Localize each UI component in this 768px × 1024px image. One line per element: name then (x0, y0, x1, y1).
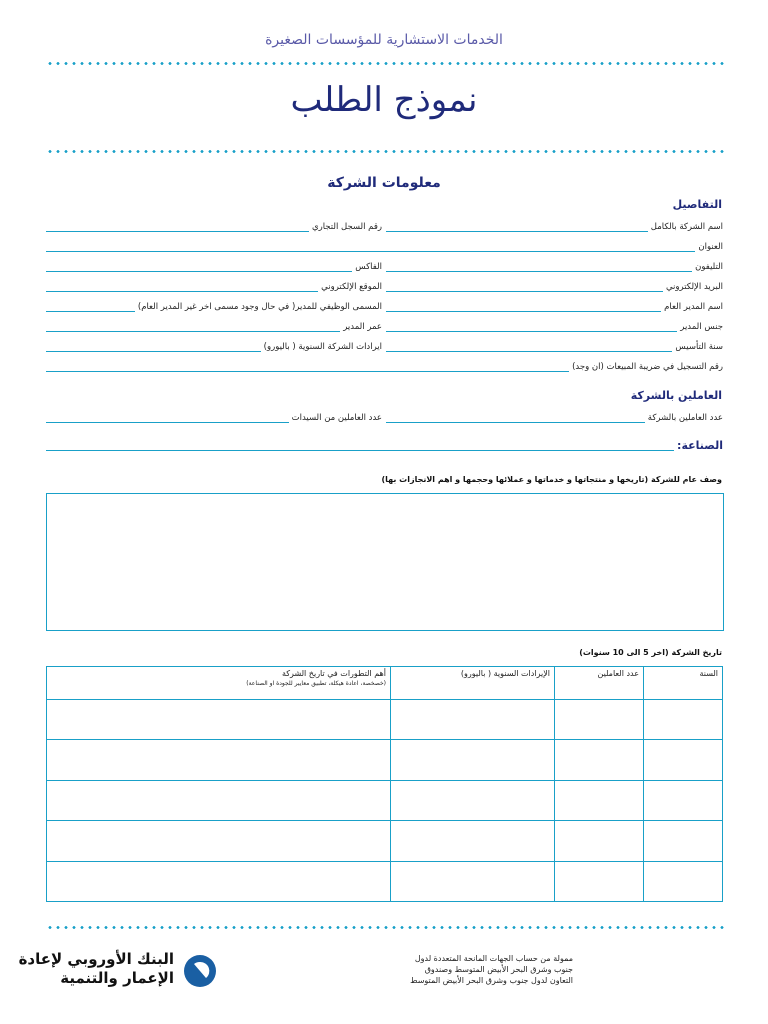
funding-line: جنوب وشرق البحر الأبيض المتوسط وصندوق (424, 965, 573, 974)
commercial-register-field[interactable] (46, 218, 382, 232)
bank-name (19, 950, 174, 988)
cell[interactable] (555, 700, 644, 740)
cell[interactable] (391, 740, 555, 780)
gm-title-field[interactable] (46, 298, 382, 312)
cell[interactable] (555, 740, 644, 780)
employees-total-field[interactable] (386, 409, 723, 423)
dotted-divider (46, 926, 724, 929)
table-header-row (47, 667, 723, 700)
field-label: الفاكس (355, 262, 382, 272)
cell[interactable] (555, 821, 644, 861)
employees-women-field[interactable] (46, 409, 382, 423)
dotted-divider (46, 150, 724, 153)
fax-field[interactable] (46, 258, 382, 272)
history-note: تاريخ الشركة (اخر 5 الى 10 سنوات) (579, 648, 722, 657)
email-field[interactable] (386, 278, 723, 292)
manager-gender-field[interactable] (386, 318, 723, 332)
field-label: المسمى الوظيفي للمدير( في حال وجود مسمى اخر غير المدير العام) (137, 302, 382, 312)
field-label: الموقع الإلكتروني (321, 282, 382, 292)
col-revenue: الإيرادات السنوية ( باليورو) (391, 667, 555, 700)
header-subtitle: الخدمات الاستشارية للمؤسسات الصغيرة (265, 32, 503, 48)
details-heading: التفاصيل (672, 198, 722, 211)
sales-tax-field[interactable] (46, 358, 723, 372)
ebrd-logo-icon (180, 952, 220, 990)
field-label: البريد الإلكتروني (665, 282, 723, 292)
industry-field[interactable] (46, 437, 723, 451)
description-box[interactable] (46, 493, 724, 631)
section-title: معلومات الشركة (327, 175, 441, 191)
field-label: عدد العاملين بالشركة (647, 413, 723, 423)
table-row[interactable] (47, 780, 723, 820)
field-label: التليفون (695, 262, 723, 272)
cell[interactable] (47, 780, 391, 820)
phone-field[interactable] (386, 258, 723, 272)
field-label: سنة التأسيس (675, 342, 723, 352)
field-label: رقم السجل التجاري (311, 222, 382, 232)
field-label: رقم التسجيل في ضريبة المبيعات (ان وجد) (572, 362, 723, 372)
funding-note (410, 953, 573, 986)
annual-revenue-field[interactable] (46, 338, 382, 352)
bank-name-line1: البنك الأوروبي لإعادة (18, 950, 174, 968)
cell[interactable] (47, 740, 391, 780)
field-label: ايرادات الشركة السنوية ( باليورو) (263, 342, 382, 352)
cell[interactable] (47, 861, 391, 901)
manager-age-field[interactable] (46, 318, 382, 332)
website-field[interactable] (46, 278, 382, 292)
table-row[interactable] (47, 861, 723, 901)
founding-year-field[interactable] (386, 338, 723, 352)
gm-name-field[interactable] (386, 298, 723, 312)
address-field[interactable] (46, 238, 723, 252)
cell[interactable] (47, 821, 391, 861)
field-label: جنس المدير (680, 322, 723, 332)
cell[interactable] (391, 861, 555, 901)
dotted-divider (46, 62, 724, 65)
field-label: العنوان (698, 242, 723, 252)
col-developments-sub: (خصخصة، اعادة هيكلة، تطبيق معايير للجودة او الصناعة) (246, 680, 386, 687)
col-developments-label: أهم التطورات في تاريخ الشركة (281, 669, 386, 678)
table-row[interactable] (47, 700, 723, 740)
cell[interactable] (555, 861, 644, 901)
cell[interactable] (391, 700, 555, 740)
cell[interactable] (391, 780, 555, 820)
funding-line: ممولة من حساب الجهات المانحة المتعددة لدول (414, 954, 573, 963)
cell[interactable] (644, 740, 723, 780)
cell[interactable] (644, 861, 723, 901)
cell[interactable] (555, 780, 644, 820)
field-label: عمر المدير (343, 322, 382, 332)
description-note: وصف عام للشركة (تاريخها و منتجاتها و خدماتها و عملائها وحجمها و اهم الانجازات بها) (381, 475, 722, 484)
industry-label: الصناعة: (677, 439, 723, 452)
ebrd-logo-block (18, 950, 226, 990)
col-year: السنة (644, 667, 723, 700)
col-developments (47, 667, 391, 700)
table-row[interactable] (47, 821, 723, 861)
page-title: نموذج الطلب (290, 80, 478, 120)
cell[interactable] (47, 700, 391, 740)
field-label: اسم الشركة بالكامل (650, 222, 723, 232)
history-table (46, 666, 723, 902)
field-label: اسم المدير العام (664, 302, 723, 312)
bank-name-line2: الإعمار والتنمية (60, 969, 174, 987)
field-label: عدد العاملين من السيدات (291, 413, 382, 423)
cell[interactable] (644, 821, 723, 861)
cell[interactable] (391, 821, 555, 861)
cell[interactable] (644, 780, 723, 820)
company-name-field[interactable] (386, 218, 723, 232)
cell[interactable] (644, 700, 723, 740)
col-employees: عدد العاملين (555, 667, 644, 700)
table-row[interactable] (47, 740, 723, 780)
employees-heading: العاملين بالشركة (630, 389, 722, 402)
funding-line: التعاون لدول جنوب وشرق البحر الأبيض المتوسط (410, 976, 573, 985)
